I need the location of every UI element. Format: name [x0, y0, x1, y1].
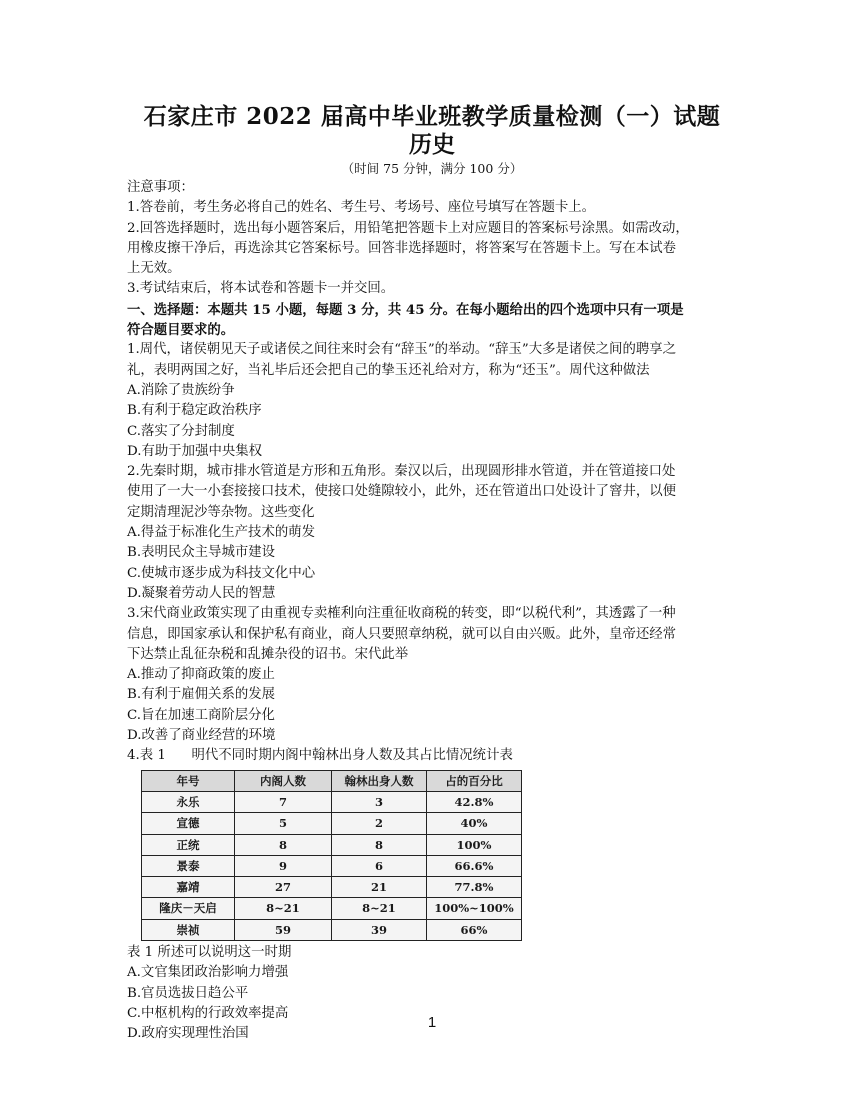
- notice-item: 2.回答选择题时，选出每小题答案后，用铅笔把答题卡上对应题目的答案标号涂黑。如需改动，: [127, 220, 689, 236]
- question-3-option-b: B.有利于雇佣关系的发展: [127, 687, 276, 703]
- table-cell: 嘉靖: [142, 877, 235, 898]
- question-1-option-b: B.有利于稳定政治秩序: [127, 403, 262, 419]
- table-cell: 3: [332, 791, 427, 812]
- table-header-cell: 占的百分比: [427, 770, 522, 791]
- page-number: 1: [427, 1014, 437, 1031]
- question-1-option-d: D.有助于加强中央集权: [127, 443, 263, 459]
- table-cell: 66%: [427, 919, 522, 940]
- table-cell: 100%~100%: [427, 898, 522, 919]
- table-row: [142, 813, 522, 834]
- table-header-cell: 内阁人数: [235, 770, 332, 791]
- section-heading: 符合题目要求的。: [127, 322, 235, 339]
- notice-item: 上无效。: [127, 261, 181, 277]
- question-2-stem: 2.先秦时期，城市排水管道是方形和五角形。秦汉以后，出现圆形排水管道，并在管道接口处: [127, 464, 676, 480]
- question-1-option-c: C.落实了分封制度: [127, 423, 235, 439]
- table-cell: 7: [235, 791, 332, 812]
- table-cell: 景泰: [142, 855, 235, 876]
- table-cell: 77.8%: [427, 877, 522, 898]
- table-row: [142, 877, 522, 898]
- question-3-option-c: C.旨在加速工商阶层分化: [127, 707, 275, 723]
- table-cell: 永乐: [142, 791, 235, 812]
- question-3-option-d: D.改善了商业经营的环境: [127, 728, 276, 744]
- table-row: [142, 898, 522, 919]
- question-3-stem: 3.宋代商业政策实现了由重视专卖榷利向注重征收商税的转变，即“以税代利”，其透露了一种: [127, 606, 676, 622]
- table-cell: 8: [332, 834, 427, 855]
- exam-body: [127, 178, 737, 1044]
- table-cell: 27: [235, 877, 332, 898]
- question-2-option-d: D.凝聚着劳动人民的智慧: [127, 585, 276, 601]
- table-header-row: [142, 770, 522, 791]
- exam-timing: （时间 75 分钟，满分 100 分）: [341, 161, 523, 176]
- table-cell: 59: [235, 919, 332, 940]
- question-4-option-a: A.文官集团政治影响力增强: [127, 965, 289, 981]
- notice-item: 用橡皮擦干净后，再选涂其它答案标号。回答非选择题时，将答案写在答题卡上。写在本试卷: [127, 240, 677, 256]
- question-4-stem: 表 1 所述可以说明这一时期: [127, 944, 292, 960]
- question-1-stem: 1.周代，诸侯朝见天子或诸侯之间往来时会有“辞玉”的举动。“辞玉”大多是诸侯之间的聘享之: [127, 342, 676, 358]
- table-cell: 2: [332, 813, 427, 834]
- table-cell: 40%: [427, 813, 522, 834]
- exam-title: 石家庄市 2022 届高中毕业班教学质量检测（一）试题: [143, 103, 721, 130]
- question-1-option-a: A.消除了贵族纷争: [127, 382, 235, 398]
- question-2-option-a: A.得益于标准化生产技术的萌发: [127, 525, 316, 541]
- table-cell: 21: [332, 877, 427, 898]
- table-cell: 66.6%: [427, 855, 522, 876]
- question-4-option-b: B.官员选拔日趋公平: [127, 985, 249, 1001]
- table-row: [142, 834, 522, 855]
- question-3-stem: 信息，即国家承认和保护私有商业，商人只要照章纳税，就可以自由兴贩。此外，皇帝还经常: [127, 626, 677, 642]
- exam-subject: 历史: [409, 131, 455, 158]
- question-3-stem: 下达禁止乱征杂税和乱摊杂役的诏书。宋代此举: [127, 646, 409, 662]
- table-caption: 4.表 1 明代不同时期内阁中翰林出身人数及其占比情况统计表: [127, 748, 513, 764]
- question-3-option-a: A.推动了抑商政策的废止: [127, 667, 275, 683]
- table-row: [142, 919, 522, 940]
- table-cell: 5: [235, 813, 332, 834]
- table-cell: 正统: [142, 834, 235, 855]
- section-heading: 一、选择题：本题共 15 小题，每题 3 分，共 45 分。在每小题给出的四个选项中只有一项是: [127, 301, 684, 318]
- table-cell: 8~21: [332, 898, 427, 919]
- statistics-table: [141, 770, 522, 941]
- question-4-option-d: D.政府实现理性治国: [127, 1026, 249, 1042]
- table-header-cell: 年号: [142, 770, 235, 791]
- table-row: [142, 791, 522, 812]
- table-cell: 39: [332, 919, 427, 940]
- table-header-cell: 翰林出身人数: [332, 770, 427, 791]
- table-cell: 42.8%: [427, 791, 522, 812]
- table-cell: 隆庆－天启: [142, 898, 235, 919]
- notice-item: 1.答卷前，考生务必将自己的姓名、考生号、考场号、座位号填写在答题卡上。: [127, 200, 596, 216]
- table-cell: 100%: [427, 834, 522, 855]
- table-cell: 6: [332, 855, 427, 876]
- question-2-option-c: C.使城市逐步成为科技文化中心: [127, 565, 316, 581]
- question-2-stem: 使用了一大一小套接接口技术，使接口处缝隙较小，此外，还在管道出口处设计了窨井，以便: [127, 484, 677, 500]
- question-2-option-b: B.表明民众主导城市建设: [127, 545, 276, 561]
- table-cell: 宣德: [142, 813, 235, 834]
- table-cell: 8~21: [235, 898, 332, 919]
- notice-item: 3.考试结束后，将本试卷和答题卡一并交回。: [127, 281, 395, 297]
- question-1-stem: 礼，表明两国之好，当礼毕后还会把自己的挚玉还礼给对方，称为“还玉”。周代这种做法: [127, 362, 650, 378]
- question-2-stem: 定期清理泥沙等杂物。这些变化: [127, 504, 315, 520]
- table-cell: 9: [235, 855, 332, 876]
- notice-heading: 注意事项：: [127, 180, 194, 195]
- question-4-option-c: C.中枢机构的行政效率提高: [127, 1005, 289, 1021]
- table-row: [142, 855, 522, 876]
- table-cell: 崇祯: [142, 919, 235, 940]
- table-cell: 8: [235, 834, 332, 855]
